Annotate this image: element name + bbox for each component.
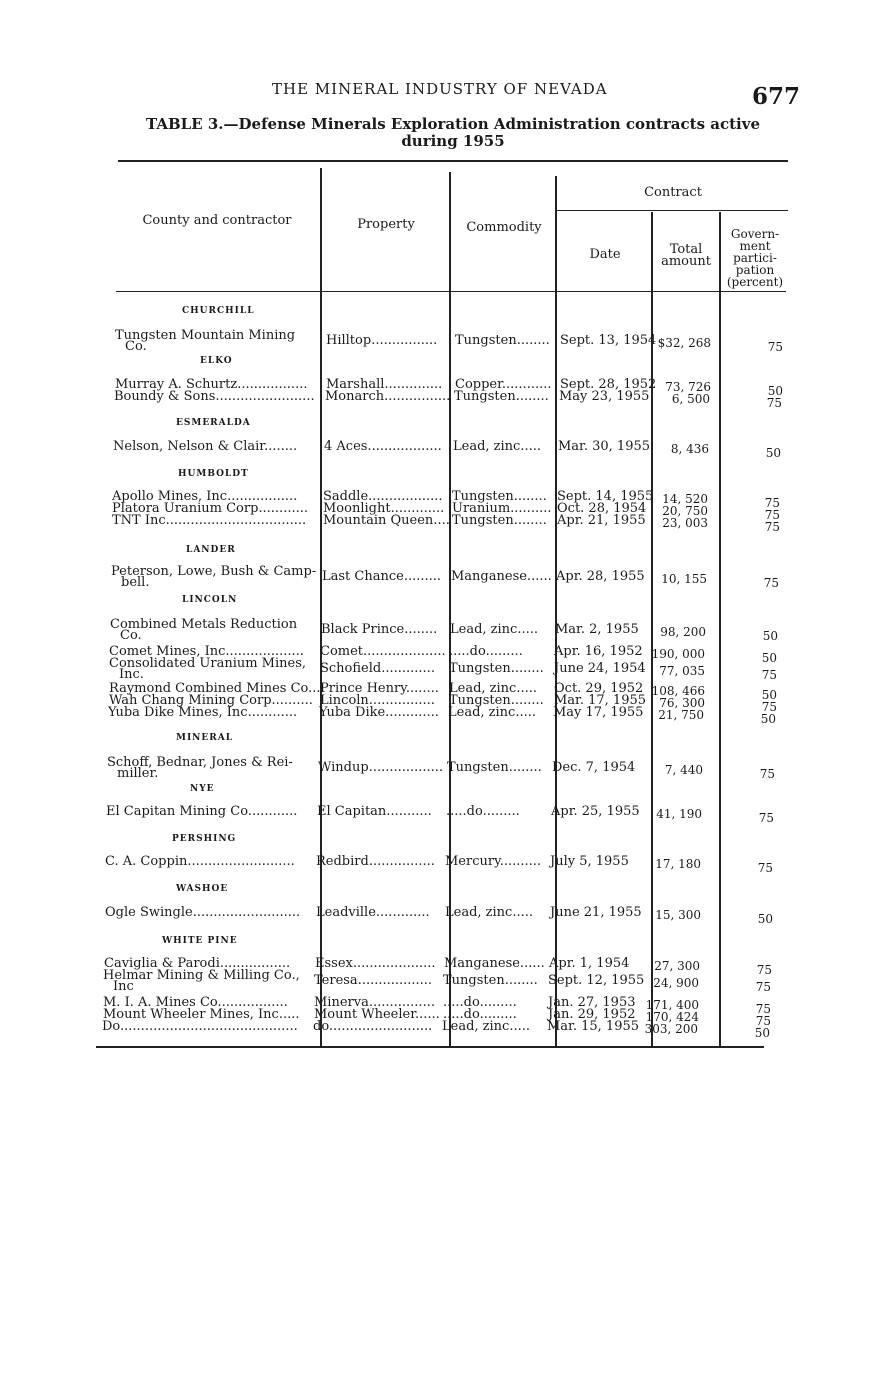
table-top-rule xyxy=(118,160,788,162)
government-participation: 50 xyxy=(757,912,773,926)
total-amount: 14, 520 xyxy=(662,492,708,506)
total-amount: 10, 155 xyxy=(661,572,707,586)
contractor-name: Helmar Mining & Milling Co., xyxy=(103,968,300,983)
property: Last Chance......... xyxy=(322,569,442,584)
government-participation: 75 xyxy=(758,811,774,825)
contract-date: Jan. 27, 1953 xyxy=(548,995,636,1010)
commodity: .....do......... xyxy=(446,804,520,819)
section-heading: NYE xyxy=(190,784,215,794)
government-participation: 75 xyxy=(755,1014,771,1028)
contractor-name: Tungsten Mountain Mining xyxy=(115,328,296,343)
total-amount: 171, 400 xyxy=(645,998,699,1012)
header-gov-line-2: ment xyxy=(739,239,771,253)
contractor-name: Raymond Combined Mines Co... xyxy=(109,681,321,696)
contractor-name-continued: miller. xyxy=(117,766,159,781)
commodity: Lead, zinc..... xyxy=(450,622,538,637)
total-amount: 17, 180 xyxy=(655,857,701,871)
government-participation: 75 xyxy=(764,496,780,510)
commodity: Tungsten........ xyxy=(455,333,550,348)
total-amount: $32, 268 xyxy=(657,336,711,350)
contractor-name: Consolidated Uranium Mines, xyxy=(109,656,307,671)
section-heading: LINCOLN xyxy=(182,595,238,605)
government-participation: 75 xyxy=(767,340,783,354)
total-amount: 170, 424 xyxy=(645,1010,699,1024)
contractor-name: Peterson, Lowe, Bush & Camp- xyxy=(111,564,317,579)
government-participation: 75 xyxy=(764,520,780,534)
contractor-name-continued: Inc xyxy=(113,979,134,994)
total-amount: 76, 300 xyxy=(659,696,705,710)
property: do......................... xyxy=(313,1019,433,1034)
contract-date: Apr. 28, 1955 xyxy=(556,569,645,584)
section-heading: MINERAL xyxy=(176,733,234,743)
contract-date: Mar. 30, 1955 xyxy=(558,439,651,454)
property: Teresa.................. xyxy=(314,973,433,988)
contract-date: June 24, 1954 xyxy=(554,661,646,676)
commodity: Lead, zinc..... xyxy=(442,1019,530,1034)
property: Prince Henry........ xyxy=(320,681,439,696)
contractor-name-continued: Inc. xyxy=(119,667,144,682)
contractor-name: Yuba Dike Mines, Inc............ xyxy=(108,705,298,720)
government-participation: 50 xyxy=(761,651,777,665)
total-amount: 98, 200 xyxy=(660,625,706,639)
contract-date: Apr. 21, 1955 xyxy=(557,513,646,528)
property: Schofield............. xyxy=(320,661,435,676)
header-gov-line-3: partici- xyxy=(733,251,777,265)
contract-date: Sept. 28, 1952 xyxy=(560,377,657,392)
section-heading: PERSHING xyxy=(172,834,237,844)
total-amount: 15, 300 xyxy=(655,908,701,922)
total-amount: 6, 500 xyxy=(671,392,710,406)
total-amount: 7, 440 xyxy=(664,763,703,777)
contract-rule xyxy=(557,210,788,211)
property: Mountain Queen.... xyxy=(323,513,450,528)
contract-date: Dec. 7, 1954 xyxy=(552,760,636,775)
total-amount: 73, 726 xyxy=(665,380,711,394)
contract-date: May 17, 1955 xyxy=(553,705,644,720)
section-heading: WHITE PINE xyxy=(162,936,238,946)
contract-date: Mar. 15, 1955 xyxy=(547,1019,640,1034)
header-total-amount xyxy=(654,244,718,268)
column-divider-5 xyxy=(719,212,721,1046)
section-heading: LANDER xyxy=(186,545,236,555)
property: Moonlight............. xyxy=(323,501,445,516)
commodity: Lead, zinc..... xyxy=(449,681,537,696)
contractor-name: Do........................................... xyxy=(102,1019,298,1034)
commodity: Mercury.......... xyxy=(445,854,542,869)
commodity: Manganese...... xyxy=(444,956,545,971)
contractor-name: Platora Uranium Corp............ xyxy=(112,501,308,516)
contractor-name: Murray A. Schurtz................. xyxy=(115,377,308,392)
contract-date: Apr. 16, 1952 xyxy=(554,644,643,659)
commodity: .....do......... xyxy=(443,1007,517,1022)
total-amount: 23, 003 xyxy=(662,516,708,530)
total-amount: 21, 750 xyxy=(658,708,704,722)
header-total-line-1: Total xyxy=(669,242,703,257)
government-participation: 75 xyxy=(756,963,772,977)
total-amount: 77, 035 xyxy=(659,664,705,678)
government-participation: 50 xyxy=(760,712,776,726)
commodity: Tungsten........ xyxy=(443,973,538,988)
header-contract: Contract xyxy=(644,185,702,200)
contractor-name: C. A. Coppin.......................... xyxy=(105,854,295,869)
commodity: Tungsten........ xyxy=(449,693,544,708)
contract-date: Apr. 25, 1955 xyxy=(551,804,640,819)
contractor-name: Apollo Mines, Inc................. xyxy=(112,489,298,504)
contract-date: Mar. 17, 1955 xyxy=(554,693,647,708)
total-amount: 24, 900 xyxy=(653,976,699,990)
government-participation: 75 xyxy=(764,508,780,522)
contract-date: Sept. 13, 1954 xyxy=(560,333,657,348)
commodity: Tungsten........ xyxy=(454,389,549,404)
property: Comet.................... xyxy=(320,644,446,659)
commodity: Tungsten........ xyxy=(447,760,542,775)
section-heading: HUMBOLDT xyxy=(178,469,249,479)
contract-date: Oct. 28, 1954 xyxy=(557,501,647,516)
contractor-name: Ogle Swingle.......................... xyxy=(105,905,301,920)
contractor-name-continued: Co. xyxy=(125,339,147,354)
total-amount: 27, 300 xyxy=(654,959,700,973)
contractor-name-continued: Co. xyxy=(120,628,142,643)
section-heading: CHURCHILL xyxy=(182,306,255,316)
contractor-name: Combined Metals Reduction xyxy=(110,617,298,632)
contractor-name: Boundy & Sons........................ xyxy=(114,389,315,404)
contractor-name: Mount Wheeler Mines, Inc..... xyxy=(103,1007,300,1022)
property: 4 Aces.................. xyxy=(324,439,442,454)
commodity: Lead, zinc..... xyxy=(445,905,533,920)
section-heading: WASHOE xyxy=(176,884,229,894)
property: Mount Wheeler...... xyxy=(314,1007,440,1022)
contractor-name: Wah Chang Mining Corp.......... xyxy=(109,693,313,708)
contract-date: Mar. 2, 1955 xyxy=(555,622,639,637)
table-bottom-rule xyxy=(96,1046,764,1048)
property: Monarch................ xyxy=(325,389,451,404)
total-amount: 190, 000 xyxy=(651,647,705,661)
government-participation: 75 xyxy=(763,576,779,590)
contractor-name: Schoff, Bednar, Jones & Rei- xyxy=(107,755,293,770)
contractor-name: El Capitan Mining Co............ xyxy=(106,804,298,819)
header-bottom-rule xyxy=(116,291,786,292)
contract-date: Jan. 29, 1952 xyxy=(548,1007,636,1022)
section-heading: ELKO xyxy=(200,356,233,366)
contractor-name: TNT Inc.................................. xyxy=(112,513,307,528)
government-participation: 75 xyxy=(759,767,775,781)
government-participation: 50 xyxy=(767,384,783,398)
contract-date: July 5, 1955 xyxy=(550,854,629,869)
header-commodity: Commodity xyxy=(466,220,542,235)
contractor-name: Nelson, Nelson & Clair........ xyxy=(113,439,298,454)
header-gov-line-1: Govern- xyxy=(730,227,780,241)
contract-date: Sept. 12, 1955 xyxy=(548,973,645,988)
table-title xyxy=(118,116,788,150)
government-participation: 75 xyxy=(755,980,771,994)
contract-date: Sept. 14, 1955 xyxy=(557,489,654,504)
government-participation: 75 xyxy=(761,668,777,682)
header-gov-line-5: (percent) xyxy=(726,275,784,289)
contractor-name: M. I. A. Mines Co................. xyxy=(103,995,288,1010)
contractor-name-continued: bell. xyxy=(121,575,150,590)
property: Leadville............. xyxy=(316,905,430,920)
commodity: Tungsten........ xyxy=(452,513,547,528)
total-amount: 41, 190 xyxy=(656,807,702,821)
commodity: Lead, zinc..... xyxy=(453,439,541,454)
commodity: Lead, zinc..... xyxy=(448,705,536,720)
property: Marshall.............. xyxy=(326,377,443,392)
property: El Capitan........... xyxy=(317,804,432,819)
property: Redbird................ xyxy=(316,854,435,869)
contract-date: June 21, 1955 xyxy=(550,905,642,920)
government-participation: 50 xyxy=(765,446,781,460)
table-title-line-1: TABLE 3.—Defense Minerals Exploration Administration contracts active xyxy=(146,115,760,133)
page-number: 677 xyxy=(752,83,801,110)
commodity: Copper............ xyxy=(455,377,552,392)
table-title-line-2: during 1955 xyxy=(401,132,505,150)
header-county-contractor: County and contractor xyxy=(142,213,292,228)
running-head: THE MINERAL INDUSTRY OF NEVADA xyxy=(272,80,608,98)
property: Yuba Dike............. xyxy=(319,705,439,720)
government-participation: 50 xyxy=(762,629,778,643)
property: Black Prince........ xyxy=(321,622,438,637)
commodity: Tungsten........ xyxy=(452,489,547,504)
contract-date: Oct. 29, 1952 xyxy=(554,681,644,696)
total-amount: 20, 750 xyxy=(662,504,708,518)
government-participation: 75 xyxy=(755,1002,771,1016)
commodity: Manganese...... xyxy=(451,569,552,584)
property: Saddle.................. xyxy=(323,489,443,504)
header-government-participation xyxy=(722,228,788,288)
contract-date: May 23, 1955 xyxy=(559,389,650,404)
commodity: Uranium.......... xyxy=(452,501,552,516)
government-participation: 75 xyxy=(761,700,777,714)
property: Lincoln................ xyxy=(320,693,435,708)
commodity: Tungsten........ xyxy=(449,661,544,676)
property: Essex.................... xyxy=(315,956,436,971)
contractor-name: Caviglia & Parodi................. xyxy=(104,956,291,971)
property: Windup.................. xyxy=(318,760,444,775)
government-participation: 50 xyxy=(761,688,777,702)
government-participation: 75 xyxy=(757,861,773,875)
commodity: .....do......... xyxy=(443,995,517,1010)
contractor-name: Comet Mines, Inc................... xyxy=(109,644,304,659)
total-amount: 303, 200 xyxy=(644,1022,698,1036)
header-gov-line-4: pation xyxy=(735,263,775,277)
total-amount: 108, 466 xyxy=(651,684,705,698)
total-amount: 8, 436 xyxy=(670,442,709,456)
contract-date: Apr. 1, 1954 xyxy=(549,956,630,971)
header-date: Date xyxy=(589,247,621,262)
section-heading: ESMERALDA xyxy=(176,418,251,428)
government-participation: 75 xyxy=(766,396,782,410)
commodity: .....do......... xyxy=(449,644,523,659)
government-participation: 50 xyxy=(754,1026,770,1040)
header-property: Property xyxy=(357,217,415,232)
property: Minerva................ xyxy=(314,995,435,1010)
property: Hilltop................ xyxy=(326,333,438,348)
header-total-line-2: amount xyxy=(661,254,711,269)
